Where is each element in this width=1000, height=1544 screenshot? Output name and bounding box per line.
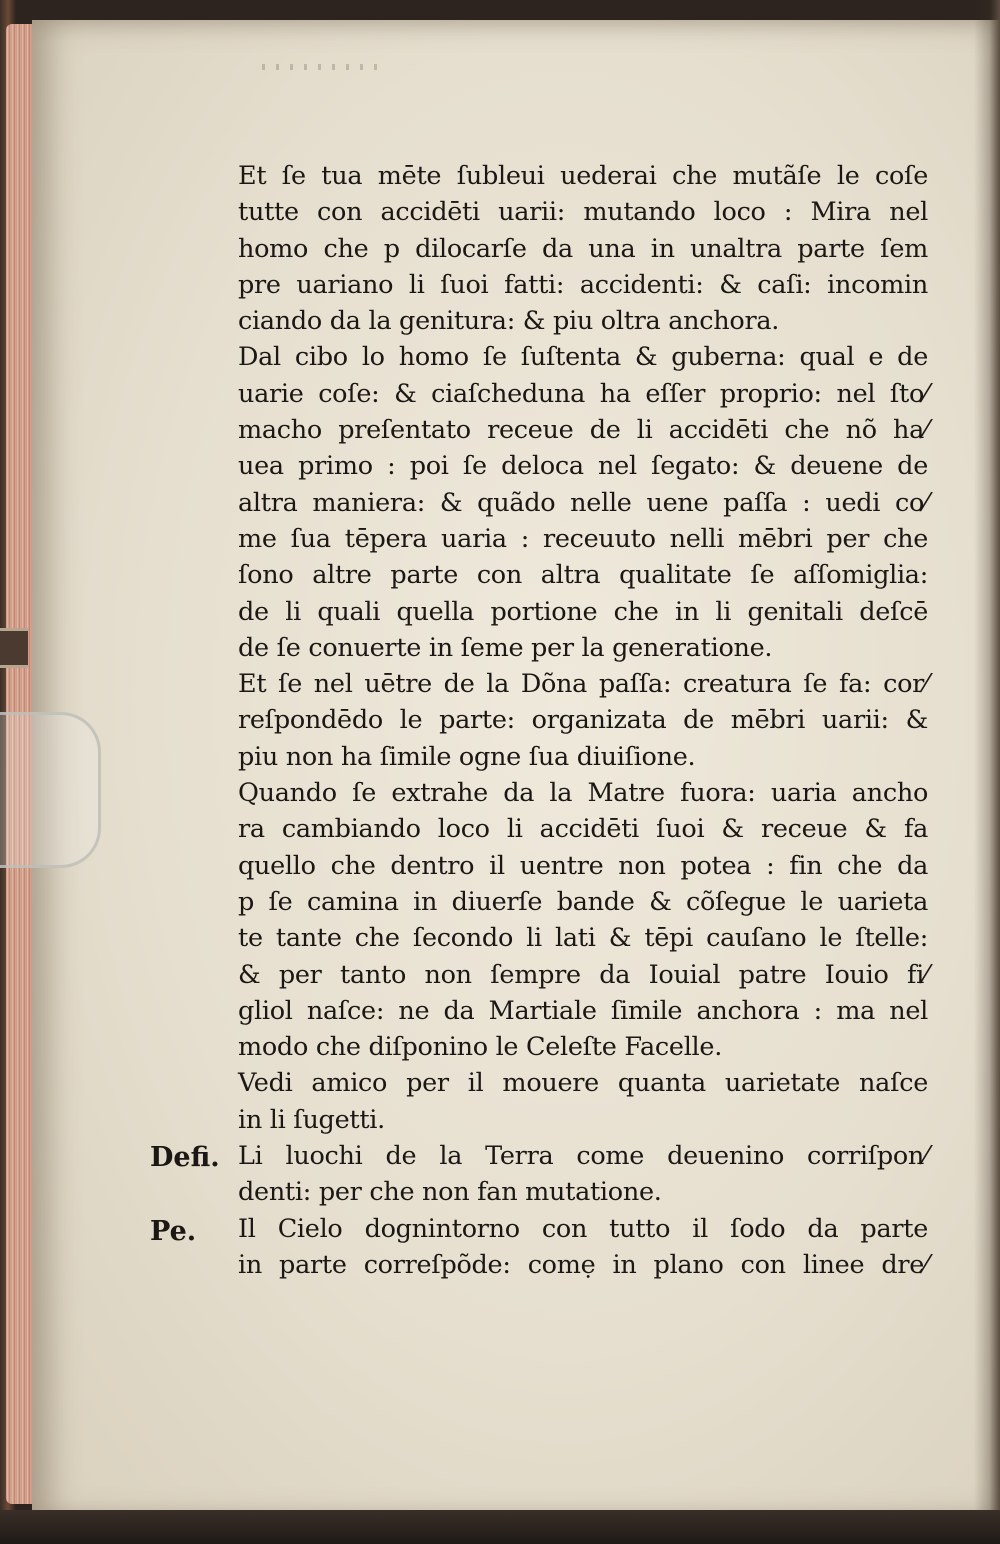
- text-line: & per tanto non ſempre da Iouial patre Iouio fi⁄: [238, 959, 928, 990]
- text-line: gliol naſce: ne da Martiale ſimile anchora : ma nel: [238, 995, 928, 1026]
- text-line: p ſe camina in diuerſe bande & cõſegue le uarieta: [238, 886, 928, 917]
- text-line: ſono altre parte con altra qualitate ſe aſſomiglia:: [238, 560, 928, 591]
- text-line: de ſe conuerte in ſeme per la generatione.: [238, 632, 773, 663]
- text-line: te tante che ſecondo li lati & tēpi cauſano le ſtelle:: [238, 923, 928, 954]
- text-line: de li quali quella portione che in li genitali deſcē: [238, 596, 928, 627]
- text-line: Quando ſe extrahe da la Matre fuora: uaria ancho: [238, 778, 928, 809]
- page-bottom-shadow: [0, 1510, 1000, 1544]
- text-line: ciando da la genitura: & piu oltra anchora.: [238, 306, 780, 337]
- text-line: Li luochi de la Terra come deuenino corriſpon⁄: [238, 1141, 928, 1172]
- text-line: denti: per che non fan mutatione.: [238, 1177, 662, 1208]
- text-line: Il Cielo dognintorno con tutto il ſodo da parte: [238, 1213, 928, 1244]
- margin-note-pe: Pe.: [150, 1216, 197, 1247]
- text-line: quello che dentro il uentre non potea : fin che da: [238, 850, 928, 881]
- text-line: pre uariano li ſuoi fatti: accidenti: & caſi: incomin: [238, 269, 928, 300]
- text-line: Vedi amico per il mouere quanta uarietate naſce: [238, 1068, 928, 1099]
- text-line: reſpondēdo le parte: organizata de mēbri uarii: &: [238, 705, 928, 736]
- text-line: Et ſe nel uētre de la Dõna paſſa: creatura ſe fa: cor⁄: [238, 669, 928, 700]
- text-line: altra maniera: & quãdo nelle uene paſſa : uedi co⁄: [238, 487, 928, 518]
- text-line: modo che diſponino le Celeſte Facelle.: [238, 1032, 722, 1063]
- text-line: homo che p dilocarſe da una in unaltra parte ſem: [238, 233, 928, 264]
- text-line: tutte con accidēti uarii: mutando loco : Mira nel: [238, 197, 928, 228]
- text-line: Et ſe tua mēte ſubleui uederai che mutãſe le coſe: [238, 161, 928, 191]
- text-line: macho preſentato receue de li accidēti che nõ ha⁄: [238, 415, 928, 446]
- page-right-shadow: [974, 0, 1000, 1544]
- page-tab: [0, 628, 28, 668]
- text-line: me ſua tēpera uaria : receuuto nelli mēbri per che: [238, 523, 928, 554]
- text-line: in li ſugetti.: [238, 1104, 385, 1135]
- top-speckles: [262, 64, 382, 70]
- text-line: ra cambiando loco li accidēti ſuoi & receue & fa: [238, 814, 928, 845]
- margin-note-defi: Defi.: [150, 1142, 220, 1173]
- page-clip: [0, 712, 101, 868]
- text-line: in parte correſpõde: comẹ in plano con linee dre⁄: [238, 1249, 928, 1280]
- text-line: Dal cibo lo homo ſe ſuſtenta & guberna: qual e de: [238, 342, 928, 373]
- main-text: [238, 158, 928, 1283]
- text-line: uarie coſe: & ciaſcheduna ha eſſer proprio: nel ſto⁄: [238, 378, 928, 409]
- text-line: piu non ha ſimile ogne ſua diuiſione.: [238, 741, 696, 772]
- text-line: uea primo : poi ſe deloca nel ſegato: & deuene de: [238, 451, 928, 482]
